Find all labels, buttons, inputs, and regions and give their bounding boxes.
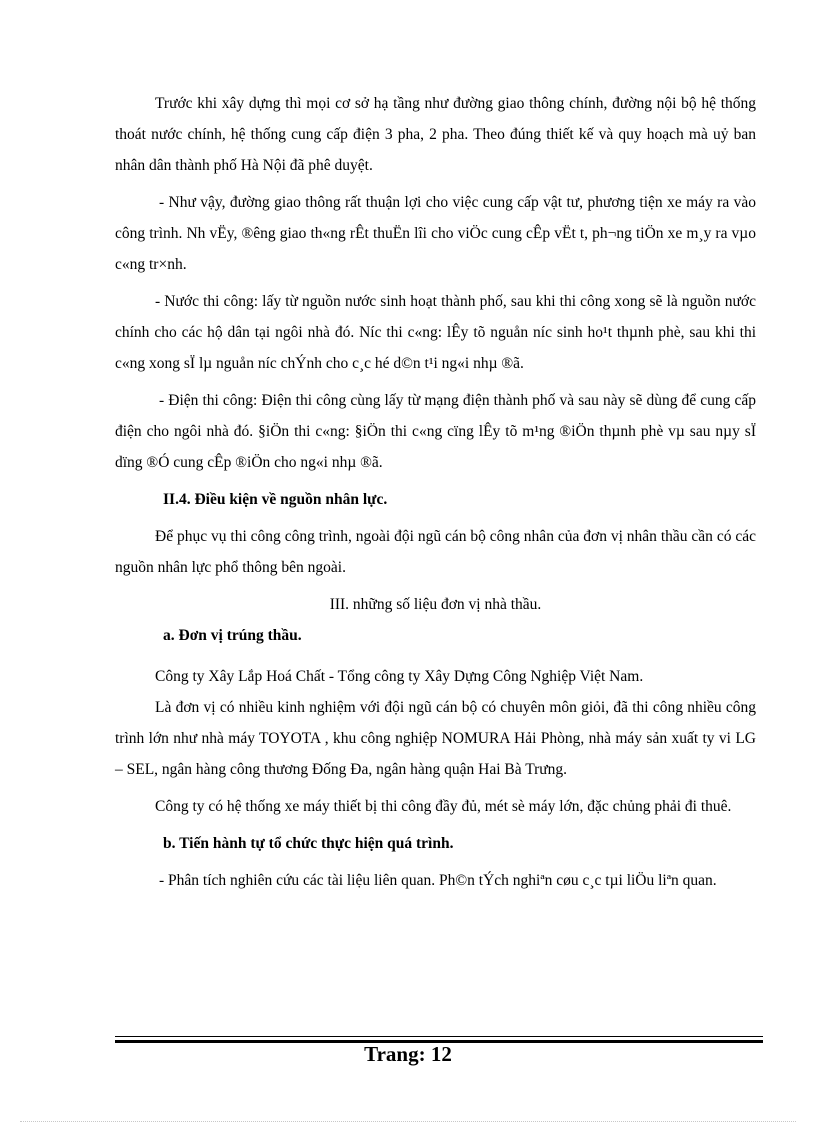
paragraph-company: Công ty Xây Lắp Hoá Chất - Tổng công ty Xây Dựng Công Nghiệp Việt Nam. xyxy=(155,668,644,685)
page-number: Trang: 12 xyxy=(364,1042,452,1066)
heading-section-III: III. những số liệu đơn vị nhà thầu. xyxy=(329,596,542,613)
paragraph-water: - Nước thi công: lấy từ nguồn nước sinh hoạt thành phố, sau khi thi công xong sẽ là nguồn nước chính cho các hộ dân tại ngôi nhà đó. Níc thi c«ng: lÊy tõ nguån níc sinh ho¹t thµnh phè, sau khi thi c«ng xong sÏ lµ nguån níc chÝnh cho c¸c hé d©n t¹i ng«i nhµ ®ã. xyxy=(115,293,756,372)
heading-subsection-b: b. Tiến hành tự tổ chức thực hiện quá trình. xyxy=(163,835,454,852)
paragraph-experience: Là đơn vị có nhiều kinh nghiệm với đội ngũ cán bộ có chuyên môn giỏi, đã thi công nhiều công trình lớn như nhà máy TOYOTA , khu công nghiệp NOMURA Hải Phòng, nhà máy sản xuất ty vi LG – SEL, ngân hàng công thương Đống Đa, ngân hàng quận Hai Bà Trưng. xyxy=(115,699,756,778)
footer-divider-thin xyxy=(115,1036,763,1037)
paragraph-analysis: - Phân tích nghiên cứu các tài liệu liên quan. Ph©n tÝch nghiªn cøu c¸c tµi liÖu liªn quan. xyxy=(159,872,717,889)
paragraph-infrastructure: Trước khi xây dựng thì mọi cơ sở hạ tầng như đường giao thông chính, đường nội bộ hệ thống thoát nước chính, hệ thống cung cấp điện 3 pha, 2 pha. Theo đúng thiết kế và quy hoạch mà uỷ ban nhân dân thành phố Hà Nội đã phê duyệt. xyxy=(115,95,756,174)
paragraph-labor: Để phục vụ thi công công trình, ngoài đội ngũ cán bộ công nhân của đơn vị nhân thầu cần có các nguồn nhân lực phổ thông bên ngoài. xyxy=(115,528,756,576)
heading-section-II4: II.4. Điều kiện về nguồn nhân lực. xyxy=(163,491,388,508)
heading-subsection-a: a. Đơn vị trúng thầu. xyxy=(163,627,302,644)
paragraph-equipment: Công ty có hệ thống xe máy thiết bị thi công đầy đủ, mét sè máy lớn, đặc chủng phải đi thuê. xyxy=(155,798,732,815)
document-body xyxy=(115,88,756,896)
page-bottom-border xyxy=(20,1121,796,1122)
paragraph-traffic: - Như vậy, đường giao thông rất thuận lợi cho việc cung cấp vật tư, phương tiện xe máy ra vào công trình. Nh vËy, ®êng giao th«ng rÊt thuËn lîi cho viÖc cung cÊp vËt t, ph¬ng tiÖn xe m¸y ra vµo c«ng tr×nh. xyxy=(115,194,756,273)
paragraph-electricity: - Điện thi công: Điện thi công cùng lấy từ mạng điện thành phố và sau này sẽ dùng để cung cấp điện cho ngôi nhà đó. §iÖn thi c«ng: §iÖn thi c«ng cïng lÊy tõ m¹ng ®iÖn thµnh phè vµ sau nµy sÏ dïng ®Ó cung cÊp ®iÖn cho ng«i nhµ ®ã. xyxy=(115,392,756,471)
